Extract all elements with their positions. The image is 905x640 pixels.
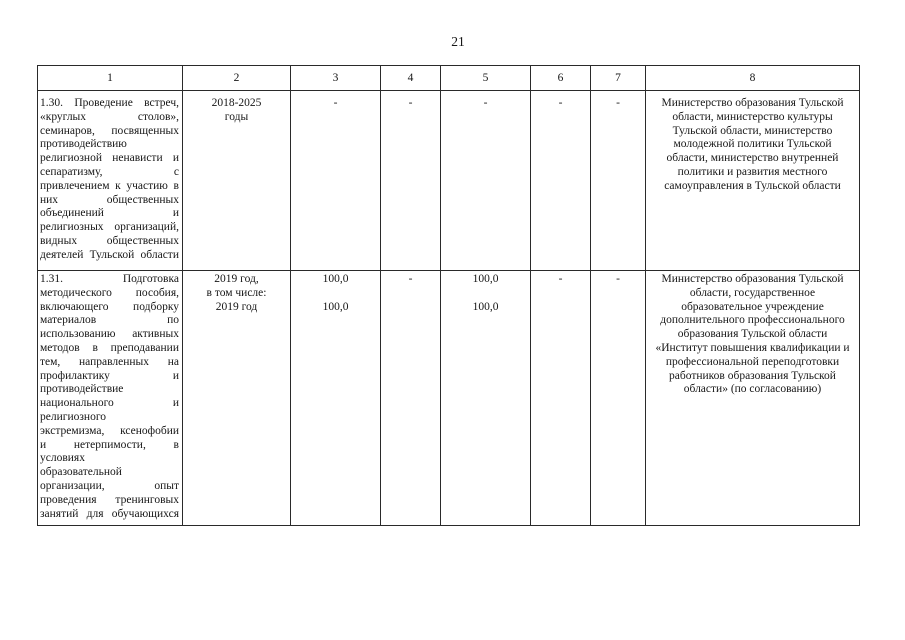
executor-line: молодежной политики Тульской (673, 138, 832, 151)
value-col5-2019: 100,0 (472, 300, 499, 313)
value-cell-col6 (531, 91, 591, 271)
value-col4: - (408, 273, 413, 285)
value-cell-col3 (291, 91, 381, 271)
executor-line: области» (по согласованию) (683, 383, 822, 396)
period-line: 2018-2025 (211, 97, 262, 109)
header-col-7: 7 (591, 66, 646, 91)
value-col3: - (333, 97, 338, 109)
measure-cell (38, 271, 183, 526)
measure-line: тем, направленных на (40, 355, 179, 368)
period-cell (183, 271, 291, 526)
value-col7: - (616, 273, 620, 285)
period-line: 2019 год, (214, 273, 259, 285)
measure-line: объединений и (40, 207, 179, 220)
measure-line: противодействие (40, 383, 124, 396)
executor-cell (646, 271, 860, 526)
value-cell-col3 (291, 271, 381, 526)
period-cell (183, 91, 291, 271)
header-col-4: 4 (381, 66, 441, 91)
value-col3-2019: 100,0 (322, 300, 349, 313)
measure-line: национального и (40, 397, 179, 410)
measure-line: деятелей Тульской области (40, 248, 179, 261)
period-line: 2019 год (215, 300, 258, 313)
page-number: 21 (451, 34, 465, 49)
measure-line: методического пособия, (40, 286, 179, 299)
measure-line: них общественных (40, 193, 179, 206)
measure-line: проведения тренинговых (40, 493, 179, 506)
executor-line: дополнительного профессионального (660, 314, 845, 327)
plan-table (37, 65, 860, 526)
table-row (38, 271, 860, 526)
executor-line: работников образования Тульской (669, 369, 836, 382)
value-cell-col7 (591, 271, 646, 526)
measure-line: сепаратизму, с (40, 165, 179, 178)
value-cell-col5 (441, 271, 531, 526)
measure-line: видных общественных (40, 234, 179, 247)
executor-line: области, министерство внутренней (666, 152, 839, 165)
header-col-8: 8 (646, 66, 860, 91)
measure-line: условиях (40, 452, 85, 465)
value-col5-total: 100,0 (472, 273, 499, 285)
measure-line: использованию активных (40, 328, 179, 341)
measure-cell (38, 91, 183, 271)
measure-line: организации, опыт (40, 479, 179, 492)
measure-line: религиозных организаций, (40, 221, 179, 234)
measure-line: противодействию (40, 138, 127, 151)
header-row (38, 66, 860, 91)
executor-line: профессиональной переподготовки (665, 355, 840, 368)
table-row (38, 91, 860, 271)
period-line: годы (224, 110, 249, 123)
value-cell-col4 (381, 91, 441, 271)
executor-line: Министерство образования Тульской (661, 97, 844, 109)
header-col-5: 5 (441, 66, 531, 91)
measure-line: профилактику и (40, 369, 179, 382)
executor-line: области, министерство культуры (672, 110, 833, 123)
measure-line: «круглых столов», (40, 110, 179, 123)
value-col6: - (558, 273, 563, 285)
header-col-2: 2 (183, 66, 291, 91)
executor-line: области, государственное (689, 286, 816, 299)
value-cell-col4 (381, 271, 441, 526)
executor-line: «Институт повышения квалификации и (655, 341, 850, 354)
value-col5: - (483, 97, 488, 109)
measure-line: привлечением к участию в (40, 179, 179, 192)
period-line: в том числе: (206, 286, 267, 299)
value-col7: - (616, 97, 620, 109)
executor-line: образовательное учреждение (681, 300, 824, 313)
executor-line: Тульской области, министерство (672, 124, 833, 137)
value-cell-col6 (531, 271, 591, 526)
value-cell-col7 (591, 91, 646, 271)
executor-line: образования Тульской области (677, 328, 828, 341)
measure-line: религиозной ненависти и (40, 152, 179, 165)
measure-line: 1.30. Проведение встреч, (40, 97, 179, 109)
header-col-1: 1 (38, 66, 183, 91)
measure-line: религиозного (40, 410, 106, 423)
executor-line: политики и развития местного (677, 165, 828, 178)
header-col-6: 6 (531, 66, 591, 91)
value-col3-total: 100,0 (322, 273, 349, 285)
measure-line: образовательной (40, 466, 122, 479)
value-col6: - (558, 97, 563, 109)
measure-line: материалов по (40, 314, 179, 327)
executor-cell (646, 91, 860, 271)
value-col4: - (408, 97, 413, 109)
measure-line: 1.31. Подготовка (40, 273, 179, 285)
measure-line: и нетерпимости, в (40, 438, 179, 451)
header-col-3: 3 (291, 66, 381, 91)
measure-line: экстремизма, ксенофобии (40, 424, 179, 437)
value-cell-col5 (441, 91, 531, 271)
measure-line: методов в преподавании (40, 341, 179, 354)
executor-line: самоуправления в Тульской области (664, 179, 841, 192)
measure-line: включающего подборку (40, 300, 179, 313)
measure-line: семинаров, посвященных (40, 124, 179, 137)
executor-line: Министерство образования Тульской (661, 273, 844, 285)
measure-line: занятий для обучающихся (40, 507, 179, 520)
